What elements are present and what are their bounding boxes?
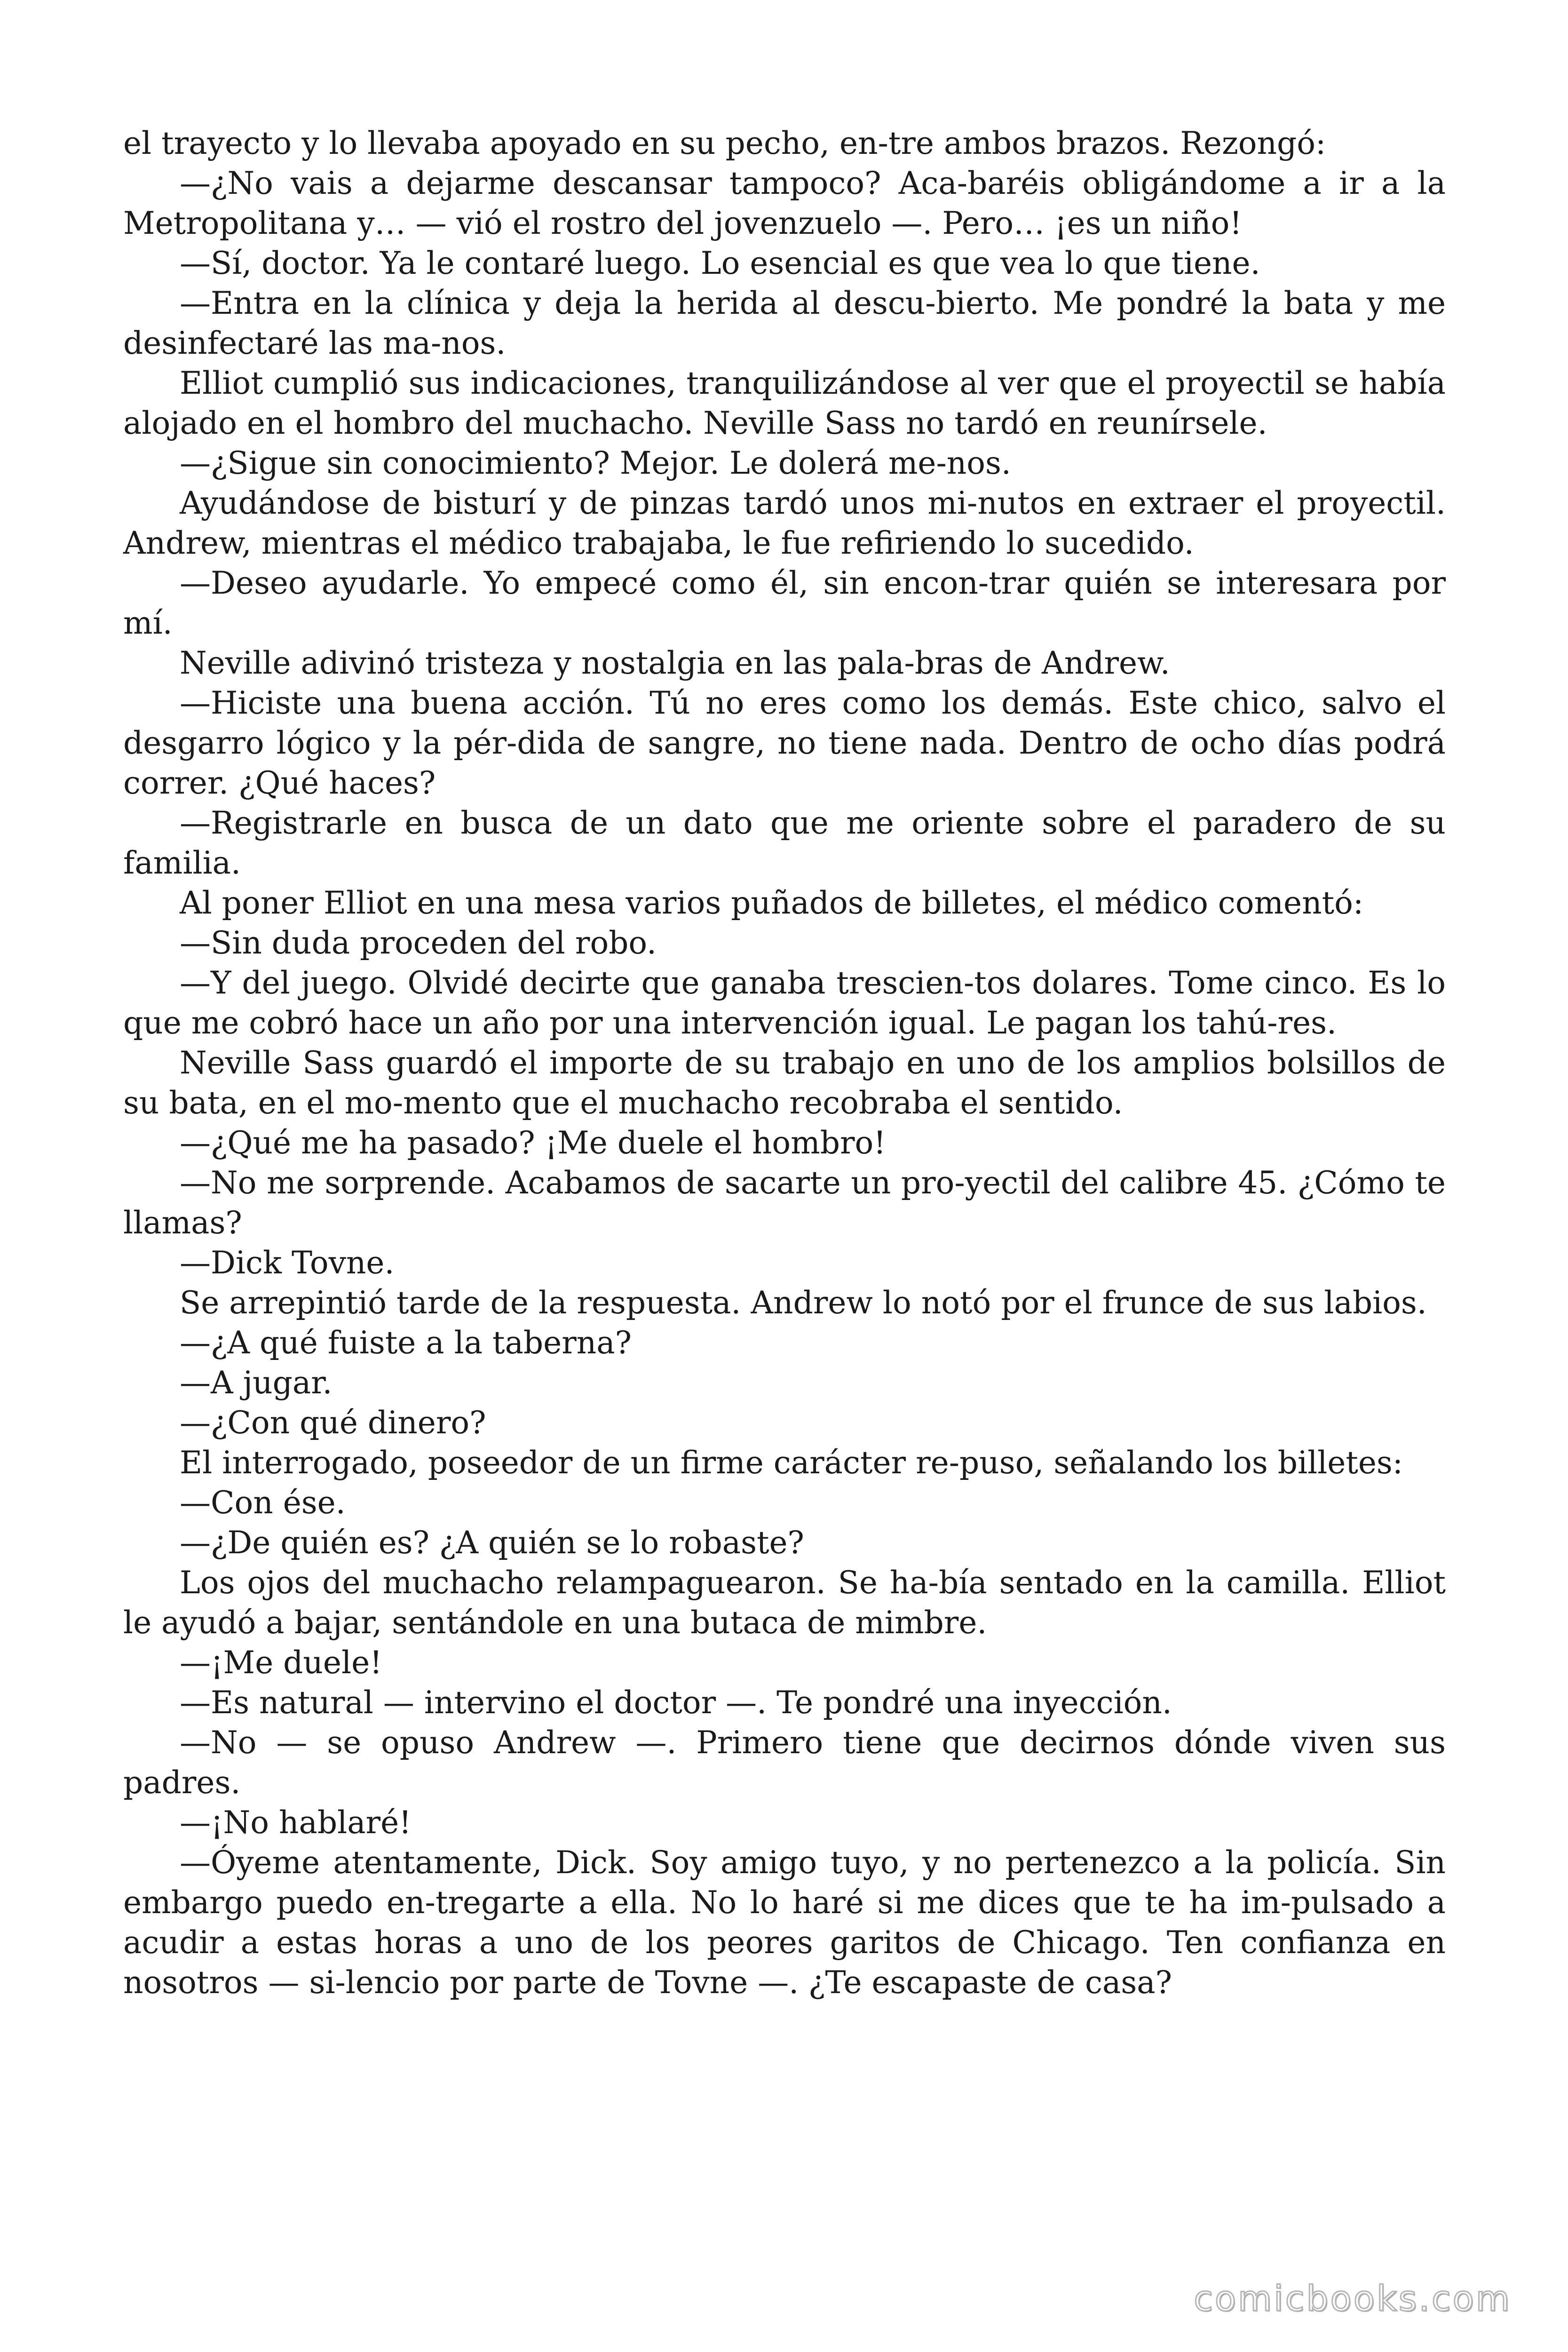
- paragraph: —No — se opuso Andrew —. Primero tiene que decirnos dónde viven sus padres.: [123, 1724, 1446, 1801]
- paragraph: —Es natural — intervino el doctor —. Te pondré una inyección.: [180, 1685, 1172, 1721]
- paragraph: —Sí, doctor. Ya le contaré luego. Lo esencial es que vea lo que tiene.: [180, 245, 1260, 281]
- paragraph: —No me sorprende. Acabamos de sacarte un pro-yectil del calibre 45. ¿Cómo te llamas?: [123, 1165, 1446, 1241]
- paragraph: Al poner Elliot en una mesa varios puñados de billetes, el médico comentó:: [180, 885, 1364, 921]
- paragraph: el trayecto y lo llevaba apoyado en su pecho, en-tre ambos brazos. Rezongó:: [123, 125, 1326, 161]
- paragraph: Elliot cumplió sus indicaciones, tranquilizándose al ver que el proyectil se había alojado en el hombro del muchacho. Neville Sass no tardó en reunírsele.: [123, 365, 1446, 441]
- paragraph: Neville Sass guardó el importe de su trabajo en uno de los amplios bolsillos de su bata, en el mo-mento que el muchacho recobraba el sentido.: [123, 1045, 1446, 1121]
- paragraph: Los ojos del muchacho relampaguearon. Se ha-bía sentado en la camilla. Elliot le ayudó a bajar, sentándole en una butaca de mimbre.: [123, 1565, 1446, 1641]
- paragraph: —Entra en la clínica y deja la herida al descu-bierto. Me pondré la bata y me desinfectaré las ma-nos.: [123, 285, 1446, 361]
- paragraph: —Hiciste una buena acción. Tú no eres como los demás. Este chico, salvo el desgarro lógico y la pér-dida de sangre, no tiene nada. Dentro de ocho días podrá correr. ¿Qué haces?: [123, 685, 1446, 801]
- paragraph: —Dick Tovne.: [180, 1245, 395, 1281]
- paragraph: —¿No vais a dejarme descansar tampoco? Aca-baréis obligándome a ir a la Metropolitana y… — vió el rostro del jovenzuelo —. Pero… ¡es un niño!: [123, 165, 1446, 241]
- paragraph: —¡No hablaré!: [180, 1804, 412, 1841]
- paragraph: —¡Me duele!: [180, 1645, 382, 1681]
- paragraph: —A jugar.: [180, 1365, 333, 1401]
- paragraph: —Registrarle en busca de un dato que me oriente sobre el paradero de su familia.: [123, 805, 1446, 881]
- paragraph: Se arrepintió tarde de la respuesta. Andrew lo notó por el frunce de sus labios.: [180, 1285, 1427, 1321]
- paragraph: —¿Con qué dinero?: [180, 1405, 486, 1441]
- paragraph: —¿De quién es? ¿A quién se lo robaste?: [180, 1525, 804, 1561]
- watermark: comicbooks.com: [1194, 2279, 1512, 2319]
- paragraph: —Óyeme atentamente, Dick. Soy amigo tuyo, y no pertenezco a la policía. Sin embargo puedo en-tregarte a ella. No lo haré si me dices que te ha im-pulsado a acudir a estas horas a uno de los peores garitos de Chicago. Ten confianza en nosotros — si-lencio por parte de Tovne —. ¿Te escapaste de casa?: [123, 1844, 1446, 2001]
- paragraph: —Y del juego. Olvidé decirte que ganaba trescien-tos dolares. Tome cinco. Es lo que me cobró hace un año por una intervención igual. Le pagan los tahú-res.: [123, 965, 1446, 1041]
- paragraph: —Deseo ayudarle. Yo empecé como él, sin encon-trar quién se interesara por mí.: [123, 565, 1446, 641]
- paragraph: El interrogado, poseedor de un firme carácter re-puso, señalando los billetes:: [180, 1445, 1403, 1481]
- paragraph: —Sin duda proceden del robo.: [180, 925, 657, 961]
- paragraph: —¿Qué me ha pasado? ¡Me duele el hombro!: [180, 1125, 886, 1161]
- paragraph: —Con ése.: [180, 1485, 346, 1521]
- paragraph: —¿Sigue sin conocimiento? Mejor. Le dolerá me-nos.: [180, 445, 1011, 481]
- paragraph: —¿A qué fuiste a la taberna?: [180, 1325, 632, 1361]
- paragraph: Ayudándose de bisturí y de pinzas tardó unos mi-nutos en extraer el proyectil. Andrew, mientras el médico trabajaba, le fue refiriendo lo sucedido.: [123, 485, 1446, 561]
- paragraph: Neville adivinó tristeza y nostalgia en las pala-bras de Andrew.: [180, 645, 1170, 681]
- book-page: [123, 123, 1446, 2002]
